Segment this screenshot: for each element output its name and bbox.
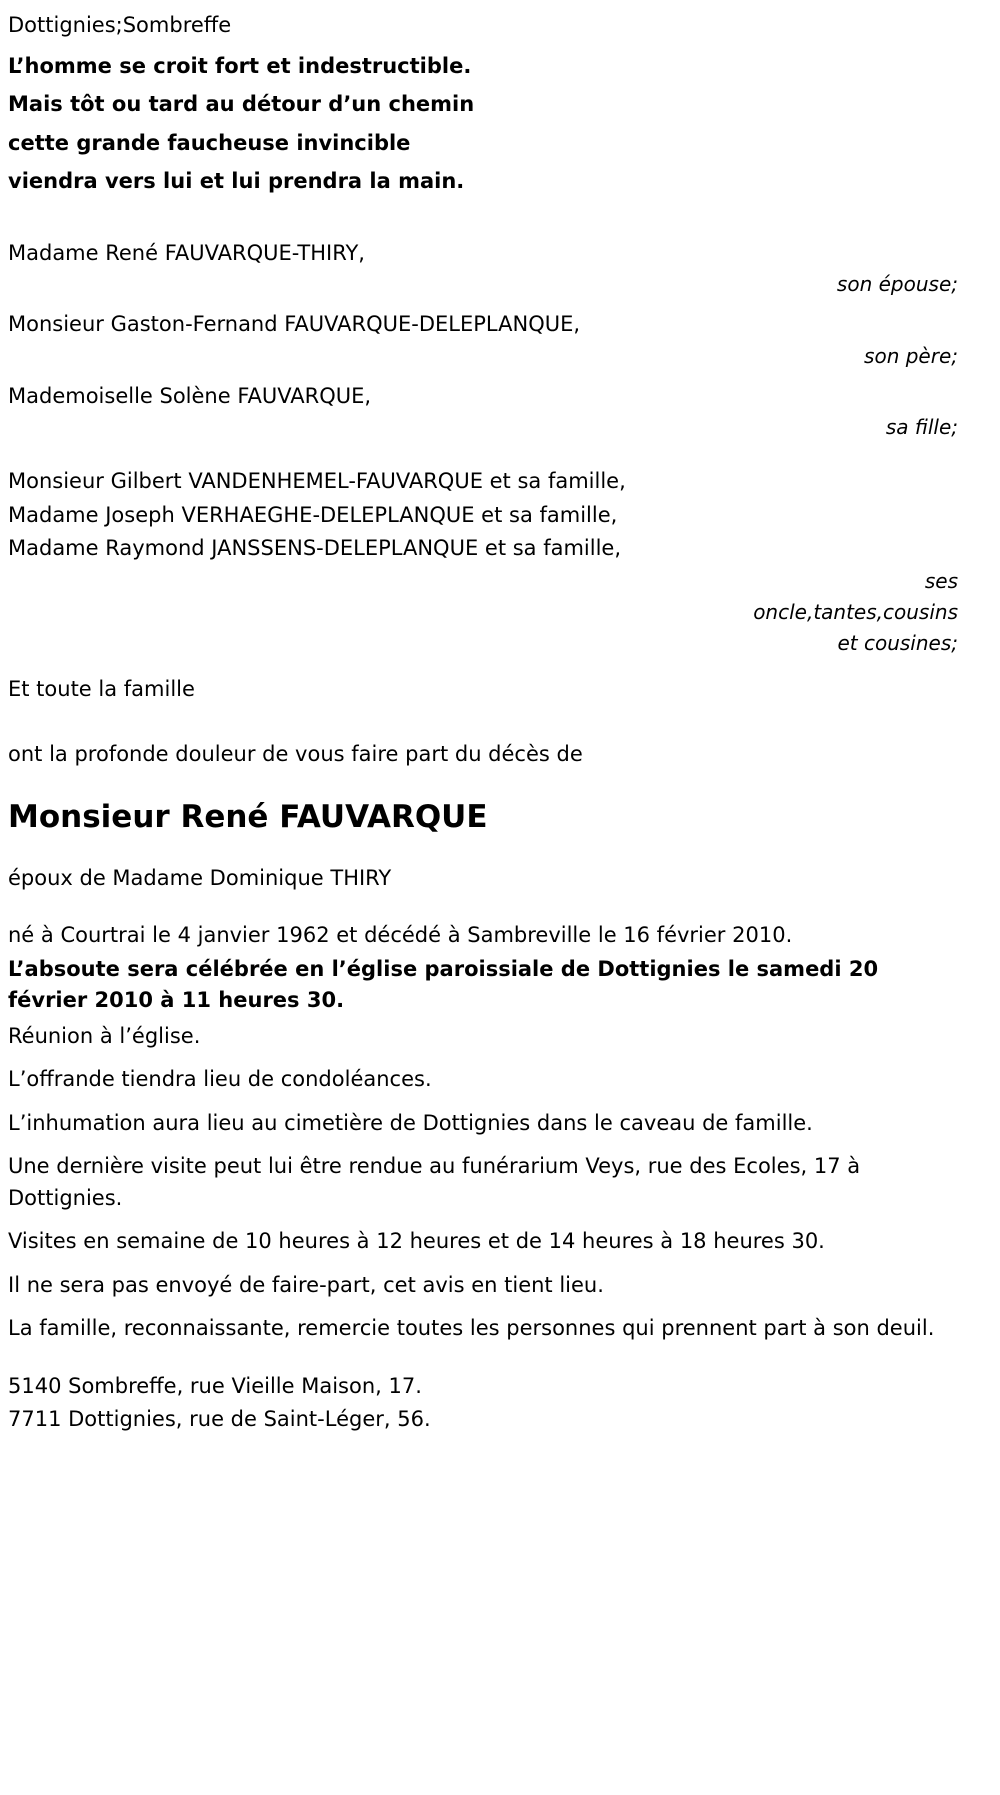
extended-family-group bbox=[8, 466, 960, 658]
relative-role: son père; bbox=[864, 343, 958, 368]
relative-role: son épouse; bbox=[836, 272, 958, 297]
spouse-of-line: époux de Madame Dominique THIRY bbox=[8, 865, 392, 890]
spacer bbox=[8, 837, 960, 863]
address-line: 5140 Sombreffe, rue Vieille Maison, 17. bbox=[8, 1373, 422, 1398]
deceased-name: Monsieur René FAUVARQUE bbox=[8, 798, 488, 835]
detail-line: Visites en semaine de 10 heures à 12 heures et de 14 heures à 18 heures 30. bbox=[8, 1229, 825, 1254]
poem-line-3: cette grande faucheuse invincible bbox=[8, 130, 411, 155]
ceremony-line: L’absoute sera célébrée en l’église paroissiale de Dottignies le samedi 20 février 2010 à 11 heures 30. bbox=[8, 956, 879, 1013]
announcement-line: ont la profonde douleur de vous faire part du décès de bbox=[8, 742, 583, 767]
poem-line-1: L’homme se croit fort et indestructible. bbox=[8, 53, 472, 78]
birth-death-line: né à Courtrai le 4 janvier 1962 et décédé à Sambreville le 16 février 2010. bbox=[8, 923, 793, 948]
detail-line: L’offrande tiendra lieu de condoléances. bbox=[8, 1067, 432, 1092]
relative-role: sa fille; bbox=[885, 415, 958, 440]
poem-line-4: viendra vers lui et lui prendra la main. bbox=[8, 169, 465, 194]
all-family-line: Et toute la famille bbox=[8, 676, 195, 701]
spacer bbox=[8, 894, 960, 920]
spacer bbox=[8, 705, 960, 739]
spacer bbox=[8, 204, 960, 238]
poem-block bbox=[8, 50, 960, 198]
detail-line: Une dernière visite peut lui être rendue au funérarium Veys, rue des Ecoles, 17 à Dottignies. bbox=[8, 1154, 861, 1210]
spacer bbox=[8, 771, 960, 797]
family-role-line: oncle,tantes,cousins bbox=[753, 599, 958, 624]
spacer bbox=[8, 1357, 960, 1371]
relative-name: Monsieur Gaston-Fernand FAUVARQUE-DELEPLANQUE, bbox=[8, 312, 581, 337]
relative-name: Mademoiselle Solène FAUVARQUE, bbox=[8, 383, 372, 408]
poem-line-2: Mais tôt ou tard au détour d’un chemin bbox=[8, 92, 475, 117]
detail-line: La famille, reconnaissante, remercie toutes les personnes qui prennent part à son deuil. bbox=[8, 1316, 935, 1341]
family-member-name: Madame Joseph VERHAEGHE-DELEPLANQUE et sa famille, bbox=[8, 502, 618, 527]
locations-header: Dottignies;Sombreffe bbox=[8, 13, 232, 37]
address-line: 7711 Dottignies, rue de Saint-Léger, 56. bbox=[8, 1407, 431, 1432]
family-role-line: ses bbox=[924, 568, 958, 593]
detail-line: L’inhumation aura lieu au cimetière de Dottignies dans le caveau de famille. bbox=[8, 1110, 813, 1135]
family-role-line: et cousines; bbox=[837, 630, 958, 655]
detail-line: Il ne sera pas envoyé de faire-part, cet avis en tient lieu. bbox=[8, 1272, 604, 1297]
relative-name: Madame René FAUVARQUE-THIRY, bbox=[8, 240, 365, 265]
relatives-list bbox=[8, 238, 960, 443]
family-member-name: Madame Raymond JANSSENS-DELEPLANQUE et sa famille, bbox=[8, 536, 622, 561]
family-member-name: Monsieur Gilbert VANDENHEMEL-FAUVARQUE et sa famille, bbox=[8, 469, 626, 494]
spacer bbox=[8, 660, 960, 674]
spacer bbox=[8, 452, 960, 466]
detail-line: Réunion à l’église. bbox=[8, 1023, 201, 1048]
